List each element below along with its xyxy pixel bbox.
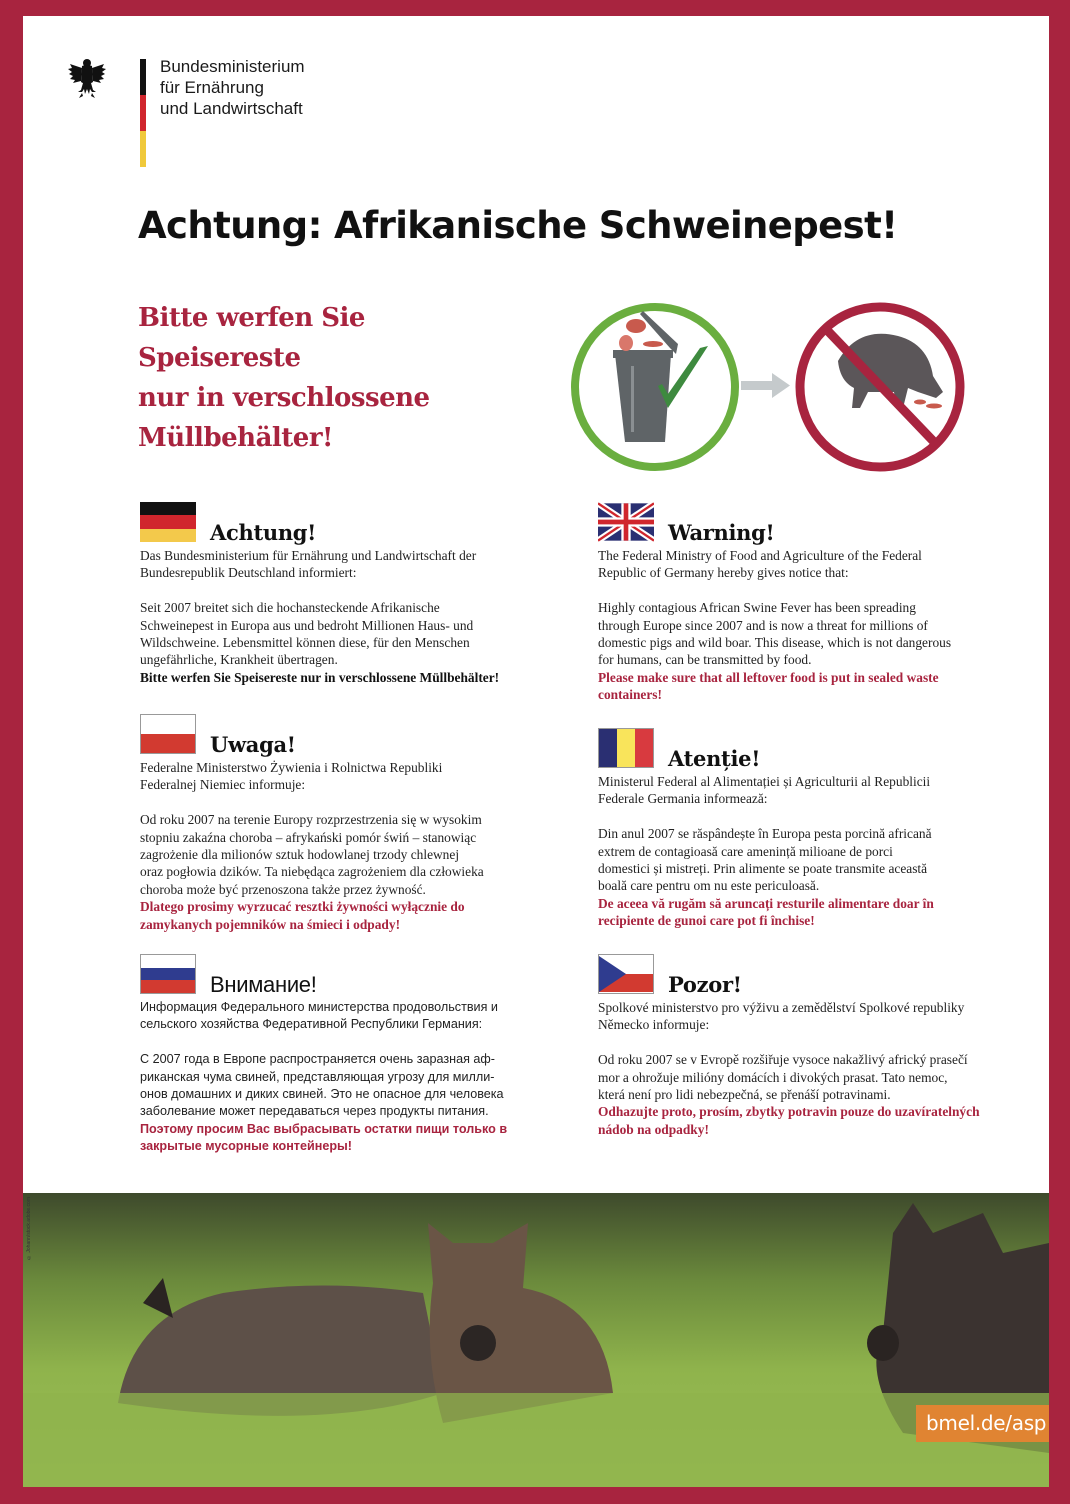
german-flag-bar — [140, 59, 146, 167]
call-to-action: Bitte werfen Sie Speisereste nur in verschlossene Müllbehälter! — [140, 669, 500, 685]
boars-illustration — [23, 1193, 1049, 1487]
section-russian: Внимание! Информация Федерального министерства продовольствия и сельского хозяйства Федеративной Республики Германия: С 2007 года в Европе распространяется очень заразная аф- риканская чума свиней, представляющая угрозу для милли- онов домашних и диких свиней. Это не опасное для человека заболевание может передаваться через продукты питания. Поэтому просим Вас выбрасывать остатки пищи только в закрытые мусорные контейнеры! — [140, 950, 560, 1156]
call-to-action: Dlatego prosimy wyrzucać resztki żywności wyłącznie do — [140, 899, 465, 915]
call-to-action: Поэтому просим Вас выбрасывать остатки пищи только в — [140, 1121, 508, 1136]
czech-flag-icon — [598, 954, 654, 994]
section-heading: Atenție! — [668, 746, 761, 771]
disposal-illustration — [558, 296, 978, 476]
section-heading: Achtung! — [210, 520, 317, 545]
website-link[interactable]: bmel.de/asp — [916, 1405, 1049, 1442]
federal-eagle-icon — [68, 56, 106, 100]
romania-flag-icon — [598, 728, 654, 768]
section-heading: Warning! — [668, 520, 775, 545]
trash-bin-with-food-checkmark-icon — [575, 307, 735, 467]
section-german: Achtung! Das Bundesministerium für Ernährung und Landwirtschaft der Bundesrepublik Deutschland informiert: Seit 2007 breitet sich die hochansteckende Afrikanische Schweinepest in Europa aus und bedroht Millionen Haus- und Wildschweine. Lebensmittel können diese, für den Menschen ungefährliche, Krankheit übertragen. Bitte werfen Sie Speisereste nur in verschlossene Müllbehälter! — [140, 498, 560, 686]
russia-flag-icon — [140, 954, 196, 994]
wild-boars-in-grass-photo — [23, 1193, 1049, 1487]
section-czech: Pozor! Spolkové ministerstvo pro výživu a zemědělství Spolkové republiky Německo informuje: Od roku 2007 se v Evropě rozšiřuje vysoce nakažlivý africký prasečí mor a ohrožuje milióny domácích i divokých prasat. Tato nemoc, která není pro lidi nebezpečná, se přenáší potravinami. Odhazujte proto, prosím, zbytky potravin pouze do uzavíratelných nádob na odpadky! — [598, 950, 1018, 1138]
arrow-right-icon — [741, 373, 790, 398]
section-heading: Uwaga! — [210, 732, 296, 757]
call-to-action: De aceea vă rugăm să aruncați resturile alimentare doar în — [598, 895, 934, 911]
main-title: Achtung: Afrikanische Schweinepest! — [138, 204, 898, 247]
section-heading: Pozor! — [668, 972, 742, 997]
section-polish: Uwaga! Federalne Ministerstwo Żywienia i Rolnictwa Republiki Federalnej Niemiec informuje: Od roku 2007 na terenie Europy rozprzestrzenia się w wysokim stopniu zakaźna choroba – afrykański pomór świń – stanowiąc zagrożenie dla milionów sztuk hodowlanej trzody chlewnej oraz pogłowia dzików. Ta niebędąca zagrożeniem dla człowieka choroba może być przenoszona także przez żywność. Dlatego prosimy wyrzucać resztki żywności wyłącznie do zamykanych pojemników na śmieci i odpady! — [140, 710, 560, 933]
call-to-action: Odhazujte proto, prosím, zbytky potravin pouze do uzavíratelných — [598, 1104, 980, 1120]
boar-eating-food-prohibited-icon — [800, 307, 960, 467]
ministry-name: Bundesministerium für Ernährung und Landwirtschaft — [160, 57, 305, 118]
photo-copyright: © Johann/stock.adobe.com — [26, 1197, 32, 1260]
section-english: Warning! The Federal Ministry of Food and Agriculture of the Federal Republic of Germany hereby gives notice that: Highly contagious African Swine Fever has been spreading through Europe since 2007 and is now a threat for millions of domestic pigs and wild boar. This disease, which is not dangerous for humans, can be transmitted by food. Please make sure that all leftover food is put in sealed waste containers! — [598, 498, 1018, 704]
subheading: Bitte werfen Sie Speisereste nur in verschlossene Müllbehälter! — [138, 303, 430, 453]
uk-flag-icon — [598, 502, 654, 542]
call-to-action: Please make sure that all leftover food is put in sealed waste — [598, 669, 939, 685]
germany-flag-icon — [140, 502, 196, 542]
section-heading: Внимание! — [210, 972, 317, 997]
section-romanian: Atenție! Ministerul Federal al Alimentației și Agriculturii al Republicii Federale Germania informează: Din anul 2007 se răspândește în Europa pesta porcină africană extrem de contagioasă care amenință milioane de porci domestici și mistreți. Prin alimente se poate transmite această boală care pentru om nu este periculoasă. De aceea vă rugăm să aruncați resturile alimentare doar în recipiente de gunoi care pot fi închise! — [598, 724, 1018, 930]
poster-page — [23, 16, 1049, 1193]
poland-flag-icon — [140, 714, 196, 754]
